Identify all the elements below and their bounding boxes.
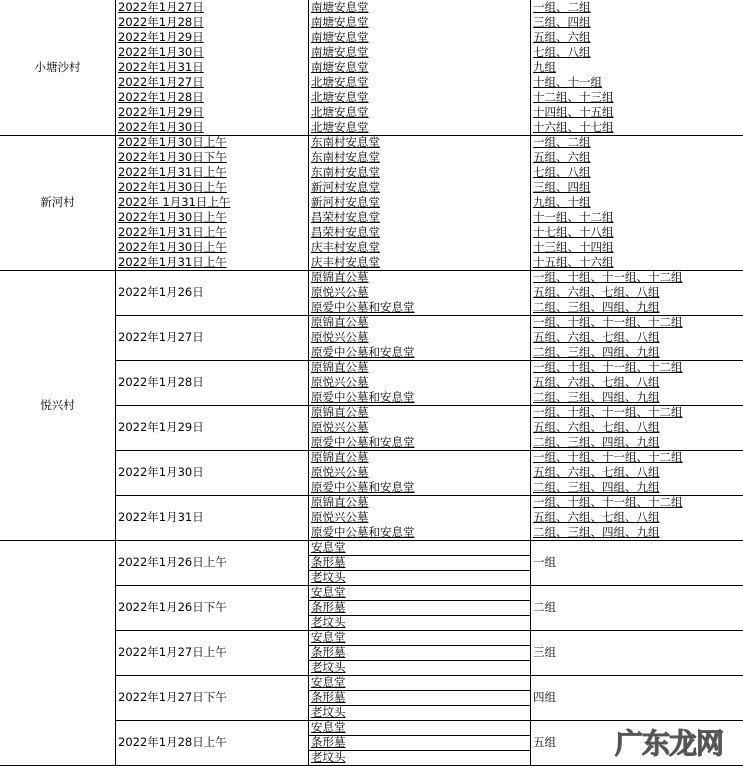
place-cell xyxy=(311,600,530,615)
groups-cell xyxy=(533,345,743,360)
groups-cell-text: 十七组、十八组 xyxy=(533,225,614,239)
place-cell xyxy=(311,180,530,195)
date-cell xyxy=(118,135,308,150)
groups-cell xyxy=(533,525,743,540)
village-cell-text: 悦兴村 xyxy=(40,397,75,412)
groups-cell-text: 一组、十组、十一组、十二组 xyxy=(533,360,683,374)
place-cell-text: 老坟头 xyxy=(311,615,346,629)
date-cell xyxy=(118,675,308,720)
groups-cell-text: 二组、三组、四组、九组 xyxy=(533,345,660,359)
groups-cell-text: 一组、十组、十一组、十二组 xyxy=(533,450,683,464)
place-cell-text: 原爱中公墓和安息堂 xyxy=(311,300,415,314)
groups-cell xyxy=(533,675,743,720)
date-cell xyxy=(118,360,308,405)
groups-cell-text: 二组、三组、四组、九组 xyxy=(533,480,660,494)
groups-cell-text: 十一组、十二组 xyxy=(533,210,614,224)
groups-cell-text: 一组、十组、十一组、十二组 xyxy=(533,315,683,329)
groups-cell xyxy=(533,15,743,30)
place-cell xyxy=(311,405,530,420)
place-cell xyxy=(311,555,530,570)
place-cell xyxy=(311,120,530,135)
place-cell-text: 原悦兴公墓 xyxy=(311,465,369,479)
date-cell xyxy=(118,720,308,765)
place-cell-text: 南塘安息堂 xyxy=(311,15,369,29)
place-cell-text: 老坟头 xyxy=(311,570,346,584)
date-cell-text: 2022年1月30日上午 xyxy=(118,210,227,224)
place-cell xyxy=(311,135,530,150)
date-cell xyxy=(118,165,308,180)
place-cell xyxy=(311,510,530,525)
groups-cell-text: 五组、六组 xyxy=(533,150,591,164)
date-cell-text: 2022年1月30日上午 xyxy=(118,180,227,194)
groups-cell xyxy=(533,360,743,375)
place-cell-text: 条形墓 xyxy=(311,645,346,659)
place-cell-text: 新河村安息堂 xyxy=(311,180,380,194)
date-cell-text: 2022年1月28日 xyxy=(118,90,204,104)
place-cell-text: 东南村安息堂 xyxy=(311,165,380,179)
place-cell-text: 东南村安息堂 xyxy=(311,135,380,149)
date-cell-text: 2022年1月26日 xyxy=(118,285,204,299)
date-cell xyxy=(118,75,308,90)
groups-cell xyxy=(533,390,743,405)
place-cell xyxy=(311,375,530,390)
groups-cell-text: 一组、十组、十一组、十二组 xyxy=(533,495,683,509)
place-cell-text: 条形墓 xyxy=(311,600,346,614)
groups-cell xyxy=(533,225,743,240)
place-cell-text: 安息堂 xyxy=(311,675,346,689)
place-cell xyxy=(311,60,530,75)
place-cell-text: 条形墓 xyxy=(311,735,346,749)
date-cell-text: 2022年1月29日 xyxy=(118,420,204,434)
date-cell-text: 2022年1月30日 xyxy=(118,120,204,134)
place-cell xyxy=(311,330,530,345)
place-cell xyxy=(311,690,530,705)
groups-cell-text: 一组、二组 xyxy=(533,0,591,14)
place-cell-text: 原悦兴公墓 xyxy=(311,285,369,299)
place-cell xyxy=(311,315,530,330)
groups-cell xyxy=(533,405,743,420)
village-cell xyxy=(0,540,115,765)
place-cell xyxy=(311,465,530,480)
place-cell xyxy=(311,165,530,180)
groups-cell-text: 三组、四组 xyxy=(533,15,591,29)
groups-cell xyxy=(533,510,743,525)
date-cell xyxy=(118,150,308,165)
date-cell-text: 2022年1月30日上午 xyxy=(118,240,227,254)
place-cell-text: 原锦直公墓 xyxy=(311,495,369,509)
groups-cell-text: 十三组、十四组 xyxy=(533,240,614,254)
place-cell xyxy=(311,735,530,750)
groups-cell-text: 五组、六组、七组、八组 xyxy=(533,420,660,434)
date-cell-text: 2022年1月27日 xyxy=(118,0,204,14)
groups-cell xyxy=(533,180,743,195)
place-cell xyxy=(311,105,530,120)
groups-cell-text: 七组、八组 xyxy=(533,165,591,179)
date-cell xyxy=(118,225,308,240)
groups-cell xyxy=(533,330,743,345)
groups-cell-text: 十组、十一组 xyxy=(533,75,602,89)
place-cell xyxy=(311,420,530,435)
place-cell-text: 北塘安息堂 xyxy=(311,75,369,89)
groups-cell-text: 五组、六组、七组、八组 xyxy=(533,510,660,524)
village-cell-text: 新河村 xyxy=(40,195,75,209)
place-cell-text: 北塘安息堂 xyxy=(311,120,369,134)
place-cell-text: 安息堂 xyxy=(311,540,346,554)
place-cell xyxy=(311,0,530,15)
groups-cell xyxy=(533,585,743,630)
place-cell xyxy=(311,720,530,735)
date-cell-text: 2022年1月29日 xyxy=(118,105,204,119)
place-cell-text: 原爱中公墓和安息堂 xyxy=(311,435,415,449)
watermark-logo: 广东龙网 xyxy=(614,727,723,760)
place-cell-text: 昌荣村安息堂 xyxy=(311,225,380,239)
date-cell-text: 2022年1月28日 xyxy=(118,375,204,389)
groups-cell xyxy=(533,540,743,585)
groups-cell-text: 二组、三组、四组、九组 xyxy=(533,525,660,539)
place-cell-text: 安息堂 xyxy=(311,720,346,734)
groups-cell-text: 一组 xyxy=(533,555,556,569)
place-cell xyxy=(311,150,530,165)
date-cell-text: 2022年1月31日 xyxy=(118,510,204,524)
date-cell xyxy=(118,210,308,225)
place-cell-text: 庆丰村安息堂 xyxy=(311,240,380,254)
date-cell-text: 2022年1月28日上午 xyxy=(118,735,227,749)
date-cell xyxy=(118,195,308,210)
groups-cell xyxy=(533,45,743,60)
date-cell xyxy=(118,15,308,30)
place-cell-text: 原悦兴公墓 xyxy=(311,330,369,344)
place-cell-text: 原锦直公墓 xyxy=(311,405,369,419)
groups-cell-text: 三组、四组 xyxy=(533,180,591,194)
groups-cell xyxy=(533,210,743,225)
date-cell xyxy=(118,240,308,255)
date-cell xyxy=(118,585,308,630)
groups-cell xyxy=(533,135,743,150)
groups-cell-text: 五组、六组 xyxy=(533,30,591,44)
place-cell xyxy=(311,225,530,240)
place-cell xyxy=(311,750,530,765)
groups-cell xyxy=(533,375,743,390)
groups-cell-text: 五组、六组、七组、八组 xyxy=(533,330,660,344)
date-cell xyxy=(118,105,308,120)
village-cell xyxy=(0,135,115,270)
groups-cell-text: 十五组、十六组 xyxy=(533,255,614,269)
date-cell-text: 2022年1月27日下午 xyxy=(118,690,227,704)
groups-cell xyxy=(533,465,743,480)
place-cell-text: 北塘安息堂 xyxy=(311,90,369,104)
groups-cell-text: 一组、二组 xyxy=(533,135,591,149)
place-cell-text: 老坟头 xyxy=(311,660,346,674)
place-cell-text: 原爱中公墓和安息堂 xyxy=(311,525,415,539)
place-cell-text: 原爱中公墓和安息堂 xyxy=(311,390,415,404)
place-cell-text: 南塘安息堂 xyxy=(311,45,369,59)
date-cell-text: 2022年1月27日上午 xyxy=(118,645,227,659)
date-cell-text: 2022年1月31日上午 xyxy=(118,165,227,179)
groups-cell xyxy=(533,420,743,435)
place-cell xyxy=(311,540,530,555)
date-cell xyxy=(118,495,308,540)
groups-cell xyxy=(533,255,743,270)
date-cell-text: 2022年 1月31日上午 xyxy=(118,195,231,209)
groups-cell xyxy=(533,270,743,285)
place-cell xyxy=(311,30,530,45)
place-cell xyxy=(311,435,530,450)
date-cell xyxy=(118,255,308,270)
place-cell-text: 原锦直公墓 xyxy=(311,450,369,464)
groups-cell-text: 三组 xyxy=(533,645,556,659)
place-cell xyxy=(311,345,530,360)
place-cell-text: 新河村安息堂 xyxy=(311,195,380,209)
groups-cell-text: 四组 xyxy=(533,690,556,704)
date-cell xyxy=(118,450,308,495)
groups-cell-text: 九组 xyxy=(533,60,556,74)
place-cell-text: 条形墓 xyxy=(311,555,346,569)
place-cell xyxy=(311,270,530,285)
groups-cell xyxy=(533,495,743,510)
date-cell-text: 2022年1月31日上午 xyxy=(118,225,227,239)
groups-cell-text: 一组、十组、十一组、十二组 xyxy=(533,405,683,419)
groups-cell-text: 七组、八组 xyxy=(533,45,591,59)
groups-cell-text: 二组、三组、四组、九组 xyxy=(533,435,660,449)
date-cell-text: 2022年1月27日 xyxy=(118,75,204,89)
place-cell xyxy=(311,390,530,405)
groups-cell-text: 十四组、十五组 xyxy=(533,105,614,119)
date-cell xyxy=(118,180,308,195)
column-divider xyxy=(530,0,531,765)
date-cell xyxy=(118,540,308,585)
date-cell-text: 2022年1月29日 xyxy=(118,30,204,44)
place-cell-text: 南塘安息堂 xyxy=(311,30,369,44)
place-cell-text: 安息堂 xyxy=(311,630,346,644)
date-cell-text: 2022年1月30日上午 xyxy=(118,135,227,149)
place-cell-text: 原悦兴公墓 xyxy=(311,375,369,389)
place-cell xyxy=(311,360,530,375)
groups-cell xyxy=(533,195,743,210)
groups-cell-text: 五组、六组、七组、八组 xyxy=(533,285,660,299)
groups-cell xyxy=(533,315,743,330)
place-cell-text: 原锦直公墓 xyxy=(311,270,369,284)
date-cell-text: 2022年1月26日下午 xyxy=(118,600,227,614)
groups-cell-text: 五组、六组、七组、八组 xyxy=(533,465,660,479)
groups-cell xyxy=(533,240,743,255)
place-cell xyxy=(311,210,530,225)
groups-cell-text: 一组、十组、十一组、十二组 xyxy=(533,270,683,284)
place-cell-text: 庆丰村安息堂 xyxy=(311,255,380,269)
place-cell-text: 原悦兴公墓 xyxy=(311,510,369,524)
place-cell-text: 老坟头 xyxy=(311,750,346,764)
groups-cell xyxy=(533,165,743,180)
place-cell xyxy=(311,495,530,510)
place-cell-text: 南塘安息堂 xyxy=(311,0,369,14)
date-cell-text: 2022年1月30日 xyxy=(118,465,204,479)
place-cell-text: 昌荣村安息堂 xyxy=(311,210,380,224)
place-cell-text: 条形墓 xyxy=(311,690,346,704)
groups-cell xyxy=(533,75,743,90)
place-cell xyxy=(311,195,530,210)
place-cell xyxy=(311,90,530,105)
date-cell-text: 2022年1月30日下午 xyxy=(118,150,227,164)
groups-cell xyxy=(533,120,743,135)
groups-cell xyxy=(533,0,743,15)
date-cell xyxy=(118,270,308,315)
place-cell xyxy=(311,480,530,495)
date-cell xyxy=(118,315,308,360)
place-cell xyxy=(311,45,530,60)
place-cell xyxy=(311,525,530,540)
place-cell xyxy=(311,570,530,585)
place-cell-text: 原锦直公墓 xyxy=(311,315,369,329)
groups-cell xyxy=(533,480,743,495)
place-cell-text: 安息堂 xyxy=(311,585,346,599)
groups-cell xyxy=(533,150,743,165)
groups-cell xyxy=(533,435,743,450)
groups-cell xyxy=(533,630,743,675)
groups-cell xyxy=(533,60,743,75)
place-cell xyxy=(311,675,530,690)
groups-cell-text: 五组、六组、七组、八组 xyxy=(533,375,660,389)
groups-cell-text: 二组 xyxy=(533,600,556,614)
date-cell-text: 2022年1月31日上午 xyxy=(118,255,227,269)
groups-cell xyxy=(533,90,743,105)
place-cell xyxy=(311,300,530,315)
place-cell xyxy=(311,75,530,90)
column-divider xyxy=(115,0,116,765)
place-cell-text: 老坟头 xyxy=(311,705,346,719)
place-cell-text: 原悦兴公墓 xyxy=(311,420,369,434)
place-cell xyxy=(311,630,530,645)
groups-cell xyxy=(533,300,743,315)
date-cell xyxy=(118,60,308,75)
groups-cell xyxy=(533,285,743,300)
groups-cell-text: 十二组、十三组 xyxy=(533,90,614,104)
place-cell xyxy=(311,255,530,270)
date-cell-text: 2022年1月27日 xyxy=(118,330,204,344)
place-cell-text: 北塘安息堂 xyxy=(311,105,369,119)
place-cell xyxy=(311,240,530,255)
date-cell-text: 2022年1月28日 xyxy=(118,15,204,29)
date-cell-text: 2022年1月26日上午 xyxy=(118,555,227,569)
village-cell xyxy=(0,270,115,540)
place-cell-text: 原锦直公墓 xyxy=(311,360,369,374)
date-cell xyxy=(118,30,308,45)
place-cell-text: 原爱中公墓和安息堂 xyxy=(311,345,415,359)
date-cell xyxy=(118,630,308,675)
place-cell xyxy=(311,660,530,675)
place-cell-text: 南塘安息堂 xyxy=(311,60,369,74)
date-cell-text: 2022年1月30日 xyxy=(118,45,204,59)
groups-cell xyxy=(533,30,743,45)
date-cell xyxy=(118,90,308,105)
place-cell-text: 原爱中公墓和安息堂 xyxy=(311,480,415,494)
place-cell xyxy=(311,615,530,630)
place-cell-text: 东南村安息堂 xyxy=(311,150,380,164)
groups-cell-text: 二组、三组、四组、九组 xyxy=(533,390,660,404)
groups-cell-text: 二组、三组、四组、九组 xyxy=(533,300,660,314)
place-cell xyxy=(311,285,530,300)
village-cell xyxy=(0,0,115,135)
date-cell xyxy=(118,405,308,450)
date-cell xyxy=(118,0,308,15)
date-cell xyxy=(118,120,308,135)
place-cell xyxy=(311,705,530,720)
village-cell-text: 小塘沙村 xyxy=(34,60,81,74)
groups-cell-text: 十六组、十七组 xyxy=(533,120,614,134)
groups-cell-text: 五组 xyxy=(533,735,556,749)
groups-cell xyxy=(533,450,743,465)
place-cell xyxy=(311,645,530,660)
column-divider xyxy=(308,0,309,765)
date-cell xyxy=(118,45,308,60)
groups-cell-text: 九组、十组 xyxy=(533,195,591,209)
groups-cell xyxy=(533,105,743,120)
place-cell xyxy=(311,585,530,600)
place-cell xyxy=(311,450,530,465)
place-cell xyxy=(311,15,530,30)
date-cell-text: 2022年1月31日 xyxy=(118,60,204,74)
